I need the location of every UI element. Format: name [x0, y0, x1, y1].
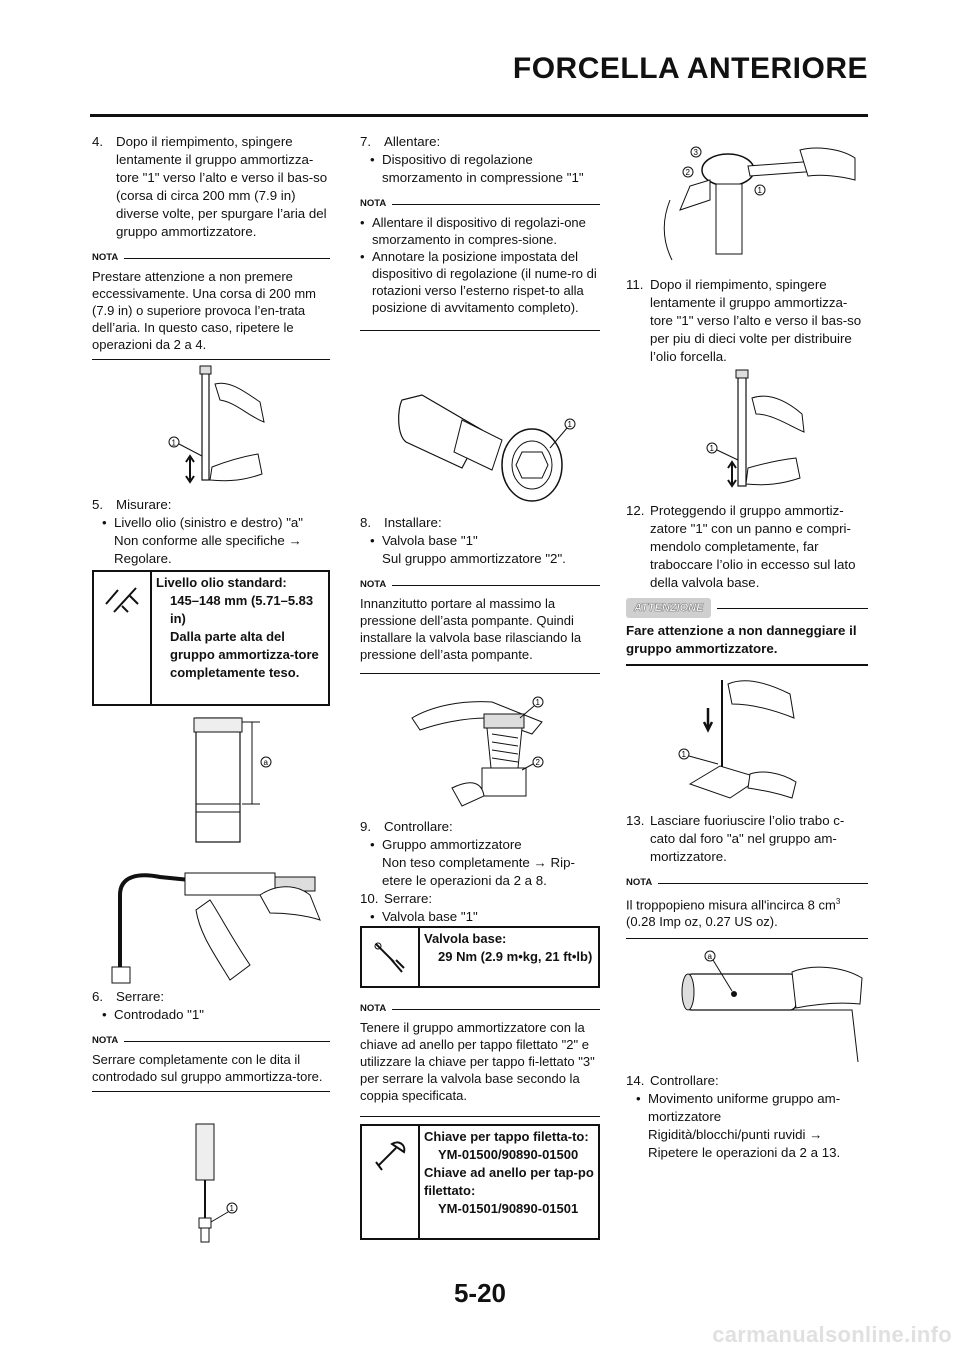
- column-1-b: 5. Misurare: • Livello olio (sinistro e destro) "a" Non conforme alle specifiche → Regolare.: [92, 496, 330, 568]
- step-13: 13. Lasciare fuoriuscire l’olio trabo c-cato dal foro "a" nel gruppo am-mortizzatore.: [626, 813, 845, 864]
- warning-heading: [626, 598, 868, 618]
- column-2-d: [360, 992, 600, 1117]
- figure-oil-level: [180, 712, 290, 844]
- nota-3: NOTA • Allentare il dispositivo di regolazi-one smorzamento in compres-sione. • Annotare la posizione impostata del dispositivo di regolazione (il nume-ro di rotazioni verso l’esterno rispet-to alla posizione di avvitamento completo).: [360, 195, 600, 331]
- column-3: [626, 276, 868, 366]
- svg-text:1: 1: [709, 444, 714, 453]
- svg-text:1: 1: [681, 750, 686, 759]
- column-3-c: [626, 812, 868, 939]
- column-2-c: 9. Controllare: • Gruppo ammortizzatore Non teso completamente → Rip-etere le operazioni da 2 a 8. 10. Serrare: • Valvola base "1": [360, 818, 600, 926]
- nota-2: NOTA Serrare completamente con le dita il controdado sul gruppo ammortizza-tore.: [92, 1032, 330, 1092]
- figure-tighten-base-valve: [650, 140, 860, 264]
- svg-text:a: a: [263, 758, 268, 767]
- svg-text:3: 3: [693, 148, 698, 157]
- figure-base-valve-install: [392, 678, 562, 808]
- torque-wrench-icon: [362, 928, 420, 986]
- spec-box-base-valve-torque: Valvola base: 29 Nm (2.9 m•kg, 21 ft•lb): [360, 926, 600, 988]
- svg-text:1: 1: [535, 698, 540, 707]
- step-7: 7. Allentare:: [360, 134, 441, 149]
- column-1: [92, 133, 330, 360]
- figure-counter-nut: [110, 855, 332, 985]
- step-11: 11. Dopo il riempimento, spingere lentamente il gruppo ammortizza-tore "1" verso l’alto e verso il bas-so per piu di dieci volte per distribuire l’olio forcella.: [626, 277, 862, 364]
- svg-text:a: a: [707, 952, 712, 961]
- svg-text:2: 2: [535, 758, 540, 767]
- svg-text:2: 2: [685, 168, 690, 177]
- svg-text:1: 1: [567, 420, 572, 429]
- figure-overflow-oil: [670, 674, 810, 802]
- figure-compression-adjuster: [392, 380, 592, 505]
- column-3-b: [626, 502, 868, 666]
- warning-text: Fare attenzione a non danneggiare il gruppo ammortizzatore.: [626, 622, 868, 666]
- nota-6: NOTA Il troppopieno misura all'incirca 8 $cm^3$ (0.28 Imp oz, 0.27 US oz).: [626, 874, 868, 939]
- step-9: 9. Controllare:: [360, 819, 453, 834]
- step-8: 8. Installare:: [360, 515, 442, 530]
- figure-pump-rod-2: [700, 368, 810, 494]
- step-4: 4. Dopo il riempimento, spingere lentamente il gruppo ammortizza-tore "1" verso l’alto e verso il bas-so (corsa di circa 200 mm (7.9 in) diverse volte, per spurgare l’aria del gruppo ammortizzatore.: [92, 134, 328, 239]
- svg-text:1: 1: [229, 1204, 234, 1213]
- warning-badge: ATTENZIONE: [626, 598, 711, 618]
- column-1-c: 6. Serrare: • Controdado "1" NOTA Serrare completamente con le dita il controdado sul gruppo ammortizza-tore.: [92, 988, 330, 1092]
- step-12: 12. Proteggendo il gruppo ammortiz-zatore "1" con un panno e compri-mendolo completamente, far traboccare l’olio in eccesso sul lato della valvola base.: [626, 503, 856, 590]
- step-14: 14. Controllare:: [626, 1073, 719, 1088]
- nota-5: NOTA Tenere il gruppo ammortizzatore con la chiave ad anello per tappo filettato "2" e utilizzare la chiave per tappo fi-lettato "3" per serrare la valvola base secondo la coppia specificata.: [360, 1000, 600, 1117]
- special-tool-icon: [362, 1126, 420, 1238]
- step-5: 5. Misurare:: [92, 497, 172, 512]
- figure-pump-rod-1: [160, 362, 270, 490]
- nota-4: NOTA Innanzitutto portare al massimo la pressione dell’asta pompante. Quindi installare la valvola base rilasciando la pressione dell’asta pompante.: [360, 576, 600, 674]
- spec-box-oil-level: Livello olio standard: 145–148 mm (5.71–5.83 in) Dalla parte alta del gruppo ammortizza-tore completamente teso.: [92, 570, 330, 706]
- measure-tool-icon: [94, 572, 152, 704]
- step-6: 6. Serrare:: [92, 989, 165, 1004]
- figure-locknut: [180, 1120, 260, 1250]
- step-10: 10. Serrare:: [360, 891, 433, 906]
- svg-text:1: 1: [171, 438, 176, 448]
- page-number: 5-20: [453, 1278, 507, 1308]
- column-2: 7. Allentare: • Dispositivo di regolazione smorzamento in compressione "1" NOTA • Allentare il dispositivo di regolazi-one smorzamento in compres-sione. • Annotare la posizione impostata del dispositivo di regolazione (il nume-ro di rotazioni verso l’esterno rispet-to alla posizione di avvitamento completo).: [360, 133, 600, 331]
- column-2-b: 8. Installare: • Valvola base "1" Sul gruppo ammortizzatore "2". NOTA Innanzitutto portare al massimo la pressione dell’asta pompante. Quindi installare la valvola base rilasciando la pressione dell’asta pompante.: [360, 514, 600, 674]
- column-3-d: 14. Controllare: • Movimento uniforme gruppo am-mortizzatore Rigidità/blocchi/punti ruvidi → Ripetere le operazioni da 2 a 13.: [626, 1072, 868, 1162]
- spec-box-tools: Chiave per tappo filetta-to: YM-01500/90890-01500 Chiave ad anello per tap-po filettato: YM-01501/90890-01501: [360, 1124, 600, 1240]
- header-rule: [90, 114, 868, 117]
- page-title: FORCELLA ANTERIORE: [512, 52, 868, 85]
- svg-text:1: 1: [757, 186, 762, 195]
- nota-1: NOTA Prestare attenzione a non premere eccessivamente. Una corsa di 200 mm (7.9 in) o superiore provoca l’en-trata dell’aria. In questo caso, ripetere le operazioni da 2 a 4.: [92, 249, 330, 360]
- watermark: carmanualsonline.info: [712, 1322, 952, 1347]
- figure-overflow-hole: [672, 944, 868, 1064]
